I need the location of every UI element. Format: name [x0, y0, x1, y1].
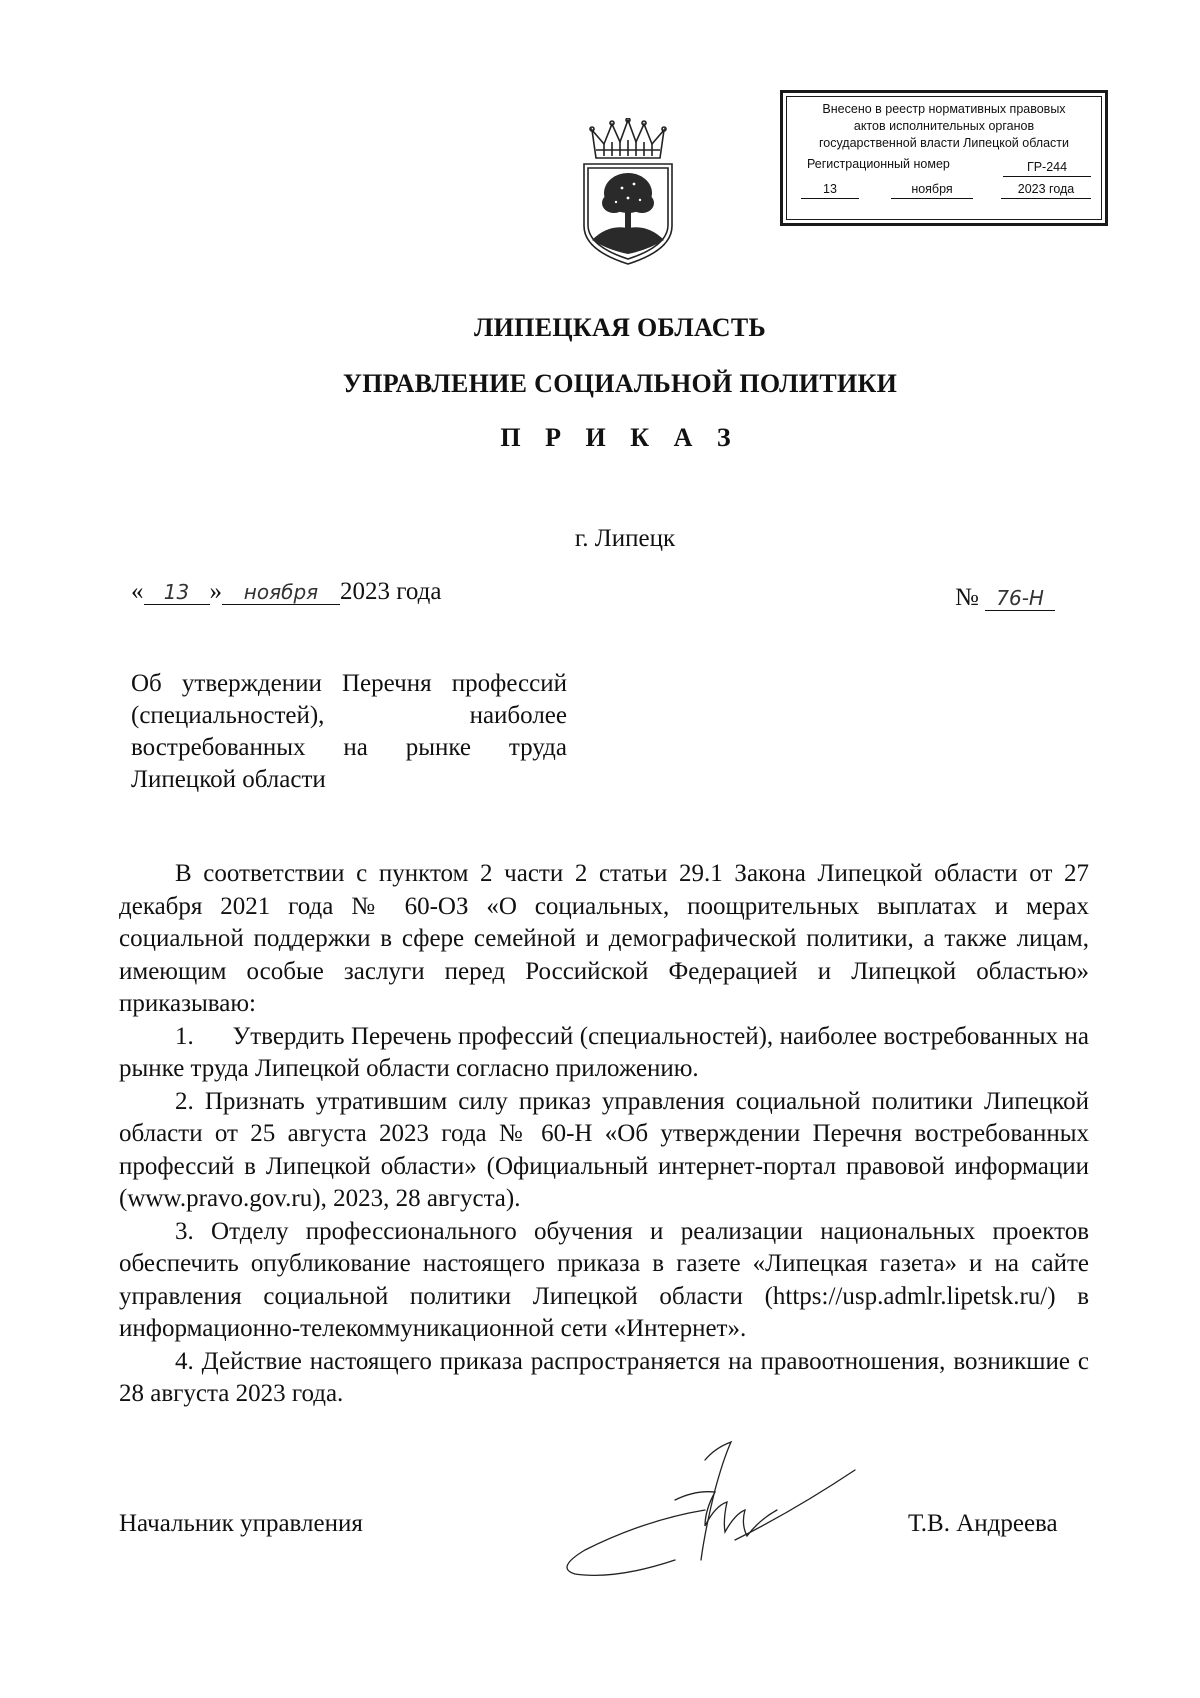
- registry-stamp: [780, 90, 1108, 226]
- date-year: 2023 года: [340, 578, 442, 605]
- stamp-line-1: Внесено в реестр нормативных правовых: [822, 102, 1066, 116]
- department-title: УПРАВЛЕНИЕ СОЦИАЛЬНОЙ ПОЛИТИКИ: [342, 369, 898, 398]
- handwritten-signature: [555, 1440, 875, 1590]
- document-type-title: П Р И К А З: [500, 423, 740, 452]
- coat-of-arms-emblem: [578, 118, 678, 268]
- document-date: [131, 578, 441, 606]
- item-2-paragraph: 2. Признать утратившим силу приказ управления социальной политики Липецкой области от 25 августа 2023 года № 60-Н «Об утверждении Перечня востребованных профессий в Липецкой области» (Официальный интернет-портал правовой информации (www.pravo.gov.ru), 2023, 28 августа).: [119, 1087, 1089, 1212]
- stamp-reg-number: ГР-244: [1003, 159, 1091, 177]
- document-number: [955, 584, 1055, 612]
- number-value-handwritten: 76-Н: [985, 586, 1055, 611]
- region-title: ЛИПЕЦКАЯ ОБЛАСТЬ: [473, 313, 767, 342]
- stamp-day: 13: [801, 181, 859, 199]
- signatory-position: Начальник управления: [119, 1510, 363, 1537]
- document-subject: Об утверждении Перечня профессий (специальностей), наиболее востребованных на рынке труда Липецкой области: [131, 670, 567, 793]
- stamp-line-3: государственной власти Липецкой области: [818, 136, 1070, 150]
- item-1-paragraph: 1. Утвердить Перечень профессий (специальностей), наиболее востребованных на рынке труда Липецкой области согласно приложению.: [119, 1022, 1089, 1082]
- preamble-paragraph: В соответствии с пунктом 2 части 2 статьи 29.1 Закона Липецкой области от 27 декабря 2021 года № 60-ОЗ «О социальных, поощрительных выплатах и мерах социальной поддержки в сфере семейной и демографической политики, а также лицам, имеющим особые заслуги перед Российской Федерацией и Липецкой областью» приказываю:: [119, 860, 1089, 1017]
- signatory-name: Т.В. Андреева: [908, 1510, 1058, 1537]
- item-4-paragraph: 4. Действие настоящего приказа распространяется на правоотношения, возникшие с 28 августа 2023 года.: [119, 1347, 1089, 1407]
- stamp-year: 2023 года: [1001, 181, 1091, 199]
- stamp-reg-label: Регистрационный номер: [807, 157, 950, 171]
- item-3-paragraph: 3. Отделу профессионального обучения и реализации национальных проектов обеспечить опубликование настоящего приказа в газете «Липецкая газета» и на сайте управления социальной политики Липецкой области (https://usp.admlr.lipetsk.ru/) в информационно-телекоммуникационной сети «Интернет».: [119, 1217, 1089, 1342]
- date-month-handwritten: ноября: [222, 580, 340, 605]
- number-sign: №: [955, 584, 979, 611]
- document-body: [119, 858, 1089, 1411]
- date-close-quote: »: [209, 578, 222, 605]
- stamp-month: ноября: [891, 181, 973, 199]
- city: г. Липецк: [574, 525, 676, 552]
- stamp-line-2: актов исполнительных органов: [853, 119, 1035, 133]
- date-open-quote: «: [131, 578, 144, 605]
- date-day-handwritten: 13: [144, 580, 210, 605]
